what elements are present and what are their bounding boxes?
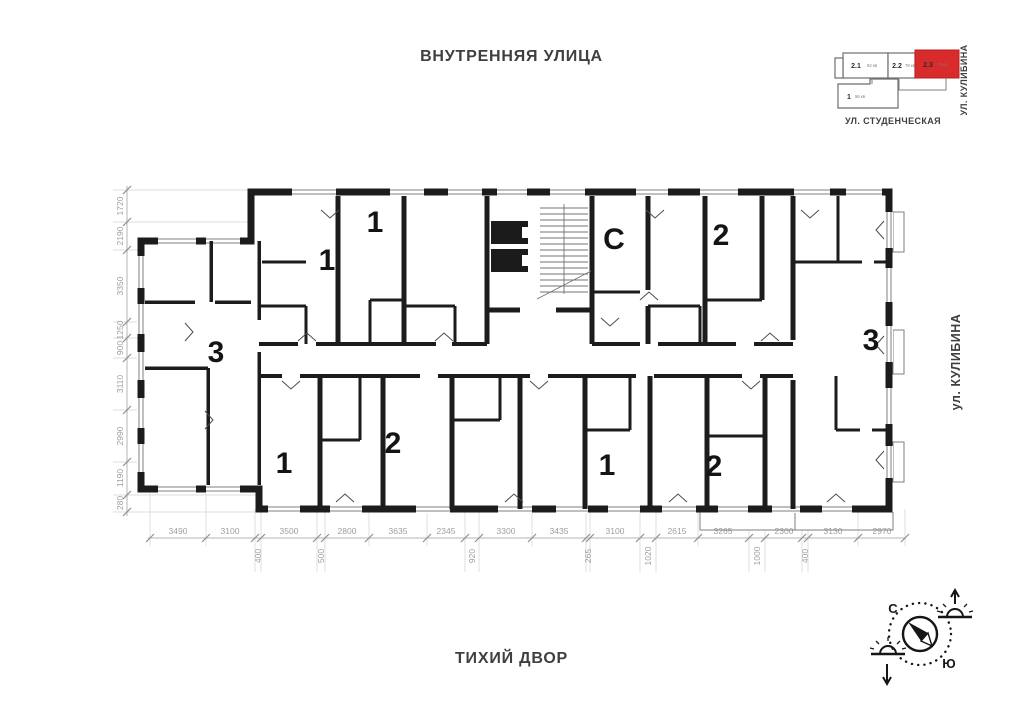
minimap-notch (835, 58, 843, 78)
dim-label: 3265 (713, 526, 733, 536)
minimap-bottom-street-label: УЛ. СТУДЕНЧЕСКАЯ (844, 116, 942, 126)
dim-label: 280 (115, 495, 125, 511)
compass (870, 590, 973, 684)
minimap-section-label: 1 (847, 94, 851, 101)
dim-label: 3300 (496, 526, 516, 536)
minimap-section-label: 2.2 (892, 63, 902, 70)
dim-label: 1000 (752, 546, 762, 566)
stair-core-label: С (603, 223, 625, 256)
dim-label: 3490 (168, 526, 188, 536)
staircase (537, 204, 591, 299)
dim-label: 2970 (872, 526, 892, 536)
dimension-chain-bottom (146, 526, 909, 565)
unit-1-bottom-left-label[interactable]: 1 (275, 447, 293, 480)
minimap-section-2-1[interactable] (843, 53, 888, 78)
unit-1-top-a-label[interactable]: 1 (318, 244, 336, 277)
dim-label: 2615 (667, 526, 687, 536)
compass-north-label: С (888, 601, 898, 616)
dim-label: 3500 (279, 526, 299, 536)
unit-1-bottom-right-label[interactable]: 1 (598, 449, 616, 482)
dim-label: 1720 (115, 196, 125, 216)
minimap-section-label: 2.1 (851, 63, 861, 70)
dim-label: 2990 (115, 426, 125, 446)
dim-label: 3635 (388, 526, 408, 536)
dim-label: 400 (800, 548, 810, 564)
sunset-icon (870, 637, 906, 684)
minimap-section-sub: 92 кв (867, 63, 877, 68)
dim-label: 2345 (436, 526, 456, 536)
dim-label: 1250 (115, 320, 125, 340)
right-street-label: ул. КУЛИБИНА (949, 313, 963, 411)
top-street-label: ВНУТРЕННЯЯ УЛИЦА (420, 48, 603, 65)
dim-label: 3110 (115, 374, 125, 394)
minimap-section-label: 2.3 (923, 62, 933, 69)
dim-label: 900 (115, 340, 125, 356)
unit-1-top-b-label[interactable]: 1 (366, 206, 384, 239)
unit-2-bottom-right-label[interactable]: 2 (705, 450, 723, 483)
elevator-shafts (491, 221, 528, 272)
dim-label: 3435 (549, 526, 569, 536)
construction-lines (113, 190, 905, 572)
minimap-right-street-label: УЛ. КУЛИБИНА (959, 44, 969, 116)
unit-3-right-label[interactable]: 3 (862, 324, 880, 357)
dim-label: 2300 (774, 526, 794, 536)
dim-label: 265 (583, 548, 593, 564)
minimap-section-sub: 75 кв (937, 62, 947, 67)
unit-2-top-label[interactable]: 2 (712, 219, 730, 252)
dim-label: 1020 (643, 546, 653, 566)
building-minimap (835, 44, 969, 126)
minimap-section-sub: 56 кв (855, 94, 865, 99)
balconies (700, 212, 904, 530)
minimap-section-sub: 78 кв (905, 63, 915, 68)
dim-label: 3100 (605, 526, 625, 536)
unit-2-bottom-left-label[interactable]: 2 (384, 427, 402, 460)
dim-label: 1190 (115, 468, 125, 488)
dim-label: 3130 (823, 526, 843, 536)
dim-label: 920 (467, 548, 477, 564)
dim-label: 500 (316, 548, 326, 564)
unit-3-left-label[interactable]: 3 (207, 336, 225, 369)
compass-south-label: Ю (942, 656, 956, 671)
dim-label: 2800 (337, 526, 357, 536)
dimension-chain-left (115, 186, 131, 516)
dim-label: 2190 (115, 226, 125, 246)
bottom-street-label: ТИХИЙ ДВОР (454, 650, 569, 667)
dim-label: 3100 (220, 526, 240, 536)
dim-label: 400 (253, 548, 263, 564)
dim-label: 3350 (115, 276, 125, 296)
